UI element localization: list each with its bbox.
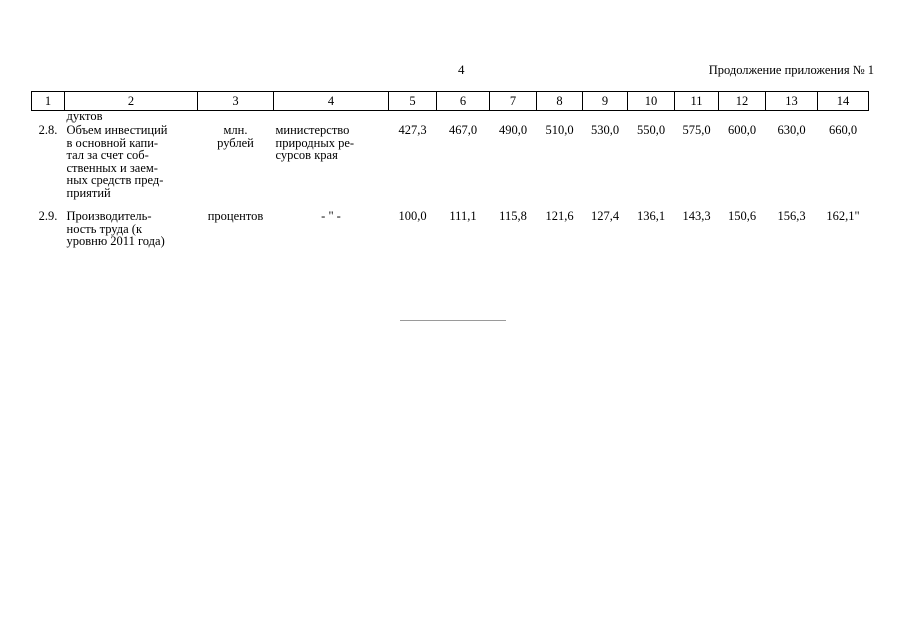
responsible-line: министерство bbox=[275, 123, 350, 137]
header-row bbox=[32, 92, 869, 111]
unit-line: млн. bbox=[223, 123, 248, 137]
column-header: 9 bbox=[583, 92, 628, 111]
column-header: 14 bbox=[818, 92, 869, 111]
row-responsible bbox=[274, 124, 389, 210]
row-unit bbox=[198, 210, 274, 248]
indicators-table bbox=[31, 91, 869, 248]
column-header: 10 bbox=[628, 92, 675, 111]
column-header: 12 bbox=[719, 92, 766, 111]
responsible-line: - " - bbox=[321, 209, 341, 223]
column-header: 13 bbox=[766, 92, 818, 111]
row-code: 2.9. bbox=[38, 209, 58, 223]
indicator-line: Объем инвестиций bbox=[66, 123, 168, 137]
value-cell: 530,0 bbox=[590, 123, 620, 137]
value-cell: 115,8 bbox=[499, 209, 527, 223]
row-responsible bbox=[274, 210, 389, 248]
table-row bbox=[32, 124, 869, 210]
row-indicator bbox=[65, 210, 198, 248]
unit-line: процентов bbox=[207, 209, 264, 223]
column-header: 11 bbox=[675, 92, 719, 111]
value-cell: 111,1 bbox=[449, 209, 477, 223]
value-cell: 162,1" bbox=[826, 209, 860, 223]
column-header: 7 bbox=[490, 92, 537, 111]
unit-line: рублей bbox=[217, 135, 254, 150]
column-header: 3 bbox=[198, 92, 274, 111]
value-cell: 143,3 bbox=[682, 209, 711, 223]
indicator-line: ность труда (к bbox=[66, 221, 143, 236]
column-header: 8 bbox=[537, 92, 583, 111]
responsible-line: сурсов края bbox=[275, 148, 338, 162]
continuation-text: дуктов bbox=[66, 109, 103, 123]
value-cell: 660,0 bbox=[828, 123, 858, 137]
value-cell: 630,0 bbox=[777, 123, 806, 137]
value-cell: 156,3 bbox=[777, 209, 806, 223]
indicator-line: в основной капи- bbox=[66, 135, 159, 150]
responsible-line: природных ре- bbox=[275, 135, 355, 150]
column-header: 4 bbox=[274, 92, 389, 111]
column-header: 6 bbox=[437, 92, 490, 111]
column-header: 2 bbox=[65, 92, 198, 111]
table-row bbox=[32, 210, 869, 248]
row-indicator bbox=[65, 124, 198, 210]
column-header: 5 bbox=[389, 92, 437, 111]
footer-divider bbox=[400, 320, 506, 321]
continuation-label: Продолжение приложения № 1 bbox=[708, 63, 874, 77]
row-code: 2.8. bbox=[38, 123, 58, 137]
value-cell: 467,0 bbox=[448, 123, 478, 137]
value-cell: 121,6 bbox=[545, 209, 574, 223]
indicator-line: Производитель- bbox=[66, 209, 152, 223]
page-number: 4 bbox=[458, 62, 465, 77]
value-cell: 510,0 bbox=[545, 123, 574, 137]
row-unit bbox=[198, 124, 274, 210]
value-cell: 427,3 bbox=[398, 123, 427, 137]
indicator-line: ных средств пред- bbox=[66, 173, 164, 187]
value-cell: 100,0 bbox=[398, 209, 427, 223]
value-cell: 136,1 bbox=[636, 209, 666, 223]
indicator-line: тал за счет соб- bbox=[66, 148, 149, 162]
indicator-line: ственных и заем- bbox=[66, 160, 158, 175]
indicator-line: приятий bbox=[66, 185, 111, 200]
value-cell: 150,6 bbox=[727, 209, 757, 223]
value-cell: 127,4 bbox=[590, 209, 620, 223]
value-cell: 550,0 bbox=[636, 123, 666, 137]
indicator-line: уровню 2011 года) bbox=[66, 234, 165, 248]
continuation-row bbox=[32, 111, 869, 125]
value-cell: 600,0 bbox=[727, 123, 757, 137]
column-header: 1 bbox=[32, 92, 65, 111]
value-cell: 490,0 bbox=[498, 123, 528, 137]
value-cell: 575,0 bbox=[682, 123, 711, 137]
